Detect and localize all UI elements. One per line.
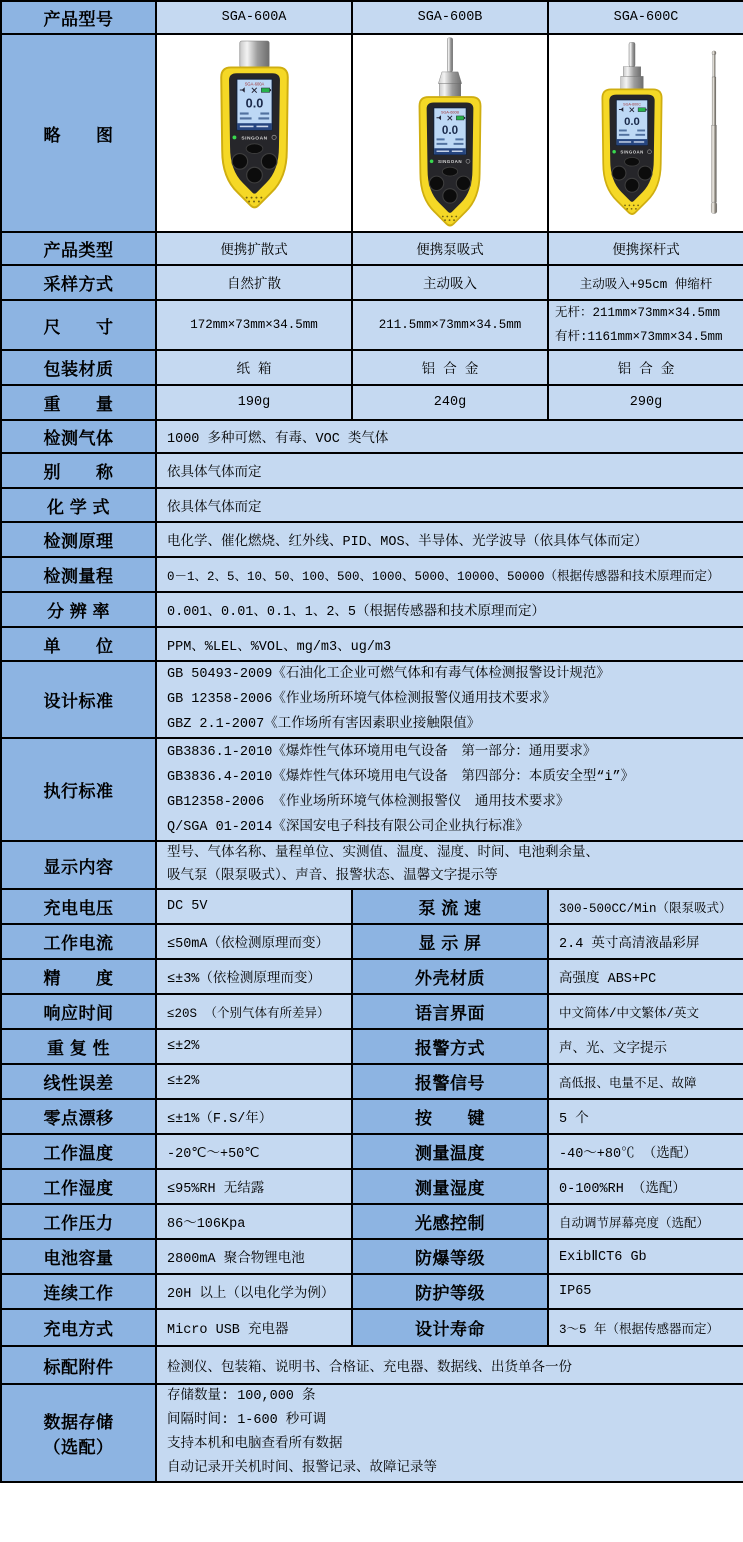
- data-storage-value: [156, 1384, 743, 1482]
- sampling-b: 主动吸入: [352, 265, 548, 300]
- exec-standard-line: GB12358-2006 《作业场所环境气体检测报警仪 通用技术要求》: [167, 794, 570, 810]
- working-current-label: 工作电流: [1, 924, 156, 959]
- zero-drift-value: ≤±1%（F.S/年）: [156, 1099, 352, 1134]
- measure-temperature-label: 测量温度: [352, 1134, 548, 1169]
- resolution-label: 分 辨 率: [1, 592, 156, 627]
- display-content-label: 显示内容: [1, 841, 156, 889]
- product-type-c: 便携探杆式: [548, 232, 743, 265]
- product-photo-sga-600a: [186, 37, 323, 229]
- exec-standard-line: Q/SGA 01-2014《深国安电子科技有限公司企业执行标准》: [167, 819, 529, 835]
- led-indicator: [232, 135, 236, 139]
- chemical-formula-label: 化 学 式: [1, 488, 156, 522]
- charging-voltage-value: DC 5V: [156, 889, 352, 924]
- weight-a: 190g: [156, 385, 352, 420]
- brand-text: SINGOAN: [437, 159, 463, 165]
- detection-principle-value: 电化学、催化燃烧、红外线、PID、MOS、半导体、光学波导（依具体气体而定）: [156, 522, 743, 557]
- pump-flow-value: 300-500CC/Min（限泵吸式）: [548, 889, 743, 924]
- row-battery-capacity: [1, 1239, 743, 1274]
- data-storage-label-line1: 数据存储: [43, 1413, 114, 1432]
- menu-button: [442, 167, 457, 176]
- sketch-label: 略 图: [1, 34, 156, 232]
- working-temperature-label: 工作温度: [1, 1134, 156, 1169]
- display-screen-value: 2.4 英寸高清液晶彩屏: [548, 924, 743, 959]
- display-content-line: 吸气泵（限泵吸式）、声音、报警状态、温馨文字提示等: [167, 869, 498, 884]
- row-product-type: [1, 232, 743, 265]
- enter-button: [246, 167, 262, 183]
- left-button: [231, 154, 247, 170]
- explosion-proof-label: 防爆等级: [352, 1239, 548, 1274]
- design-standard-line: GB 12358-2006《作业场所环境气体检测报警仪通用技术要求》: [167, 692, 556, 707]
- design-standard-line: GBZ 2.1-2007《工作场所有害因素职业接触限值》: [167, 717, 481, 732]
- model-c: SGA-600C: [548, 1, 743, 34]
- sensor-cap: [621, 76, 644, 89]
- row-accuracy: [1, 959, 743, 994]
- data-storage-line: 存储数量: 100,000 条: [167, 1389, 316, 1404]
- dimensions-c-no-rod: 无杆：211mm×73mm×34.5mm: [555, 306, 721, 320]
- menu-button: [246, 144, 263, 154]
- working-humidity-value: ≤95%RH 无结露: [156, 1169, 352, 1204]
- shell-material-label: 外壳材质: [352, 959, 548, 994]
- alarm-signal-value: 高低报、电量不足、故障: [548, 1064, 743, 1099]
- row-repeatability: [1, 1029, 743, 1064]
- design-standard-line: GB 50493-2009《石油化工企业可燃气体和有毒气体检测报警设计规范》: [167, 667, 610, 682]
- battery-icon-nub: [269, 89, 270, 91]
- battery-icon-nub: [464, 117, 465, 119]
- unit-value: PPM、%LEL、%VOL、mg/m3、ug/m3: [156, 627, 743, 661]
- model-a: SGA-600A: [156, 1, 352, 34]
- protection-level-label: 防护等级: [352, 1274, 548, 1309]
- detected-gas-label: 检测气体: [1, 420, 156, 453]
- dimensions-label: 尺 寸: [1, 300, 156, 350]
- detection-range-value: 0－1、2、5、10、50、100、500、1000、5000、10000、50000（根据传感器和技术原理而定）: [156, 557, 743, 592]
- battery-icon: [261, 88, 269, 92]
- row-accessories: [1, 1346, 743, 1384]
- working-humidity-label: 工作湿度: [1, 1169, 156, 1204]
- explosion-proof-value: ExibⅡCT6 Gb: [548, 1239, 743, 1274]
- status-bar-text: [239, 126, 253, 128]
- right-button: [456, 176, 470, 190]
- display-screen-label: 显 示 屏: [352, 924, 548, 959]
- alias-value: 依具体气体而定: [156, 453, 743, 488]
- packaging-c: 铝 合 金: [548, 350, 743, 385]
- battery-icon: [456, 116, 464, 120]
- header-label: 产品型号: [1, 1, 156, 34]
- screen-model-text: SGA-600A: [244, 81, 264, 87]
- row-data-storage: [1, 1384, 743, 1482]
- screen-reading: 0.0: [441, 123, 459, 137]
- unit-label: 单 位: [1, 627, 156, 661]
- dimensions-a: 172mm×73mm×34.5mm: [156, 300, 352, 350]
- charging-method-value: Micro USB 充电器: [156, 1309, 352, 1346]
- working-temperature-value: -20℃～+50℃: [156, 1134, 352, 1169]
- weight-label: 重 量: [1, 385, 156, 420]
- charging-method-label: 充电方式: [1, 1309, 156, 1346]
- buttons-value: 5 个: [548, 1099, 743, 1134]
- brand-text: SINGOAN: [240, 136, 268, 142]
- detected-gas-value: 1000 多种可燃、有毒、VOC 类气体: [156, 420, 743, 453]
- row-unit: [1, 627, 743, 661]
- row-working-humidity: [1, 1169, 743, 1204]
- response-time-label: 响应时间: [1, 994, 156, 1029]
- detection-range-label: 检测量程: [1, 557, 156, 592]
- left-button: [612, 166, 626, 180]
- product-photo-sga-600b: [387, 36, 513, 230]
- response-time-value: ≤20S （个别气体有所差异）: [156, 994, 352, 1029]
- enter-button: [443, 189, 457, 203]
- photo-cell-c: [548, 34, 743, 232]
- row-dimensions: [1, 300, 743, 350]
- telescopic-rod: [707, 44, 721, 222]
- language-label: 语言界面: [352, 994, 548, 1029]
- row-sketch: [1, 34, 743, 232]
- photo-cell-a: [156, 34, 352, 232]
- protection-level-value: IP65: [548, 1274, 743, 1309]
- data-storage-label: [1, 1384, 156, 1482]
- zero-drift-label: 零点漂移: [1, 1099, 156, 1134]
- data-storage-label-line2: （选配）: [43, 1438, 114, 1457]
- packaging-label: 包装材质: [1, 350, 156, 385]
- row-working-pressure: [1, 1204, 743, 1239]
- row-working-temperature: [1, 1134, 743, 1169]
- row-linearity-error: [1, 1064, 743, 1099]
- linearity-error-label: 线性误差: [1, 1064, 156, 1099]
- design-standard-label: 设计标准: [1, 661, 156, 738]
- probe-cone: [438, 72, 461, 84]
- product-type-b: 便携泵吸式: [352, 232, 548, 265]
- packaging-a: 纸 箱: [156, 350, 352, 385]
- weight-c: 290g: [548, 385, 743, 420]
- row-weight: [1, 385, 743, 420]
- row-chemical-formula: [1, 488, 743, 522]
- row-exec-standard: [1, 738, 743, 841]
- dimensions-c: [548, 300, 743, 350]
- battery-icon-nub: [646, 109, 647, 111]
- sampling-a: 自然扩散: [156, 265, 352, 300]
- accuracy-label: 精 度: [1, 959, 156, 994]
- status-bar-time: [256, 126, 268, 128]
- exec-standard-label: 执行标准: [1, 738, 156, 841]
- product-type-label: 产品类型: [1, 232, 156, 265]
- product-type-a: 便携扩散式: [156, 232, 352, 265]
- working-pressure-label: 工作压力: [1, 1204, 156, 1239]
- weight-b: 240g: [352, 385, 548, 420]
- sensor-stem: [629, 42, 635, 66]
- sampling-c: 主动吸入+95cm 伸缩杆: [548, 265, 743, 300]
- row-detection-range: [1, 557, 743, 592]
- status-bar-text: [437, 151, 450, 152]
- alarm-signal-label: 报警信号: [352, 1064, 548, 1099]
- sensor-cap-upper: [623, 67, 640, 77]
- light-control-label: 光感控制: [352, 1204, 548, 1239]
- pump-probe: [447, 38, 452, 72]
- row-resolution: [1, 592, 743, 627]
- accessories-value: 检测仪、包装箱、说明书、合格证、充电器、数据线、出货单各一份: [156, 1346, 743, 1384]
- accuracy-value: ≤±3%（依检测原理而变）: [156, 959, 352, 994]
- resolution-value: 0.001、0.01、0.1、1、2、5（根据传感器和技术原理而定）: [156, 592, 743, 627]
- row-response-time: [1, 994, 743, 1029]
- measure-temperature-value: -40～+80℃ （选配）: [548, 1134, 743, 1169]
- working-pressure-value: 86～106Kpa: [156, 1204, 352, 1239]
- row-display-content: [1, 841, 743, 889]
- exec-standard-line: GB3836.1-2010《爆炸性气体环境用电气设备 第一部分：通用要求》: [167, 744, 597, 760]
- pump-flow-label: 泵 流 速: [352, 889, 548, 924]
- alarm-mode-label: 报警方式: [352, 1029, 548, 1064]
- led-indicator: [430, 159, 434, 163]
- packaging-b: 铝 合 金: [352, 350, 548, 385]
- alias-label: 别 称: [1, 453, 156, 488]
- product-photo-sga-600c: [571, 40, 693, 226]
- menu-button: [625, 157, 640, 166]
- right-button: [261, 154, 277, 170]
- detection-principle-label: 检测原理: [1, 522, 156, 557]
- enter-button: [625, 178, 639, 192]
- dimensions-c-with-rod: 有杆:1161mm×73mm×34.5mm: [555, 330, 723, 344]
- row-charging-voltage: [1, 889, 743, 924]
- linearity-error-value: ≤±2%: [156, 1064, 352, 1099]
- display-content-line: 型号、气体名称、量程单位、实测值、温度、湿度、时间、电池剩余量、: [167, 846, 599, 861]
- design-life-label: 设计寿命: [352, 1309, 548, 1346]
- battery-capacity-label: 电池容量: [1, 1239, 156, 1274]
- data-storage-line: 支持本机和电脑查看所有数据: [167, 1437, 343, 1452]
- working-current-value: ≤50mA（依检测原理而变）: [156, 924, 352, 959]
- row-product-model: [1, 1, 743, 34]
- sensor-cap: [439, 84, 461, 97]
- row-design-standard: [1, 661, 743, 738]
- status-bar-text: [619, 141, 631, 142]
- row-sampling-method: [1, 265, 743, 300]
- row-detected-gas: [1, 420, 743, 453]
- model-b: SGA-600B: [352, 1, 548, 34]
- row-detection-principle: [1, 522, 743, 557]
- row-working-current: [1, 924, 743, 959]
- row-continuous-work: [1, 1274, 743, 1309]
- battery-capacity-value: 2800mA 聚合物锂电池: [156, 1239, 352, 1274]
- brand-text: SINGOAN: [620, 149, 644, 155]
- alarm-mode-value: 声、光、文字提示: [548, 1029, 743, 1064]
- buttons-label: 按 键: [352, 1099, 548, 1134]
- charging-voltage-label: 充电电压: [1, 889, 156, 924]
- sampling-label: 采样方式: [1, 265, 156, 300]
- chemical-formula-value: 依具体气体而定: [156, 488, 743, 522]
- row-alias: [1, 453, 743, 488]
- measure-humidity-value: 0-100%RH （选配）: [548, 1169, 743, 1204]
- exec-standard-line: GB3836.4-2010《爆炸性气体环境用电气设备 第四部分：本质安全型“i”》: [167, 769, 635, 785]
- shell-material-value: 高强度 ABS+PC: [548, 959, 743, 994]
- design-standard-value: [156, 661, 743, 738]
- battery-icon: [638, 108, 645, 112]
- status-bar-time: [634, 141, 644, 142]
- screen-model-text: SGA-600B: [440, 110, 460, 115]
- repeatability-value: ≤±2%: [156, 1029, 352, 1064]
- measure-humidity-label: 测量湿度: [352, 1169, 548, 1204]
- row-zero-drift: [1, 1099, 743, 1134]
- language-value: 中文简体/中文繁体/英文: [548, 994, 743, 1029]
- status-bar-time: [452, 151, 463, 152]
- led-indicator: [612, 150, 615, 153]
- data-storage-line: 间隔时间: 1-600 秒可调: [167, 1413, 327, 1428]
- display-content-value: [156, 841, 743, 889]
- screen-reading: 0.0: [624, 116, 640, 129]
- repeatability-label: 重 复 性: [1, 1029, 156, 1064]
- sensor-cap: [239, 41, 268, 67]
- continuous-work-label: 连续工作: [1, 1274, 156, 1309]
- row-packaging-material: [1, 350, 743, 385]
- data-storage-line: 自动记录开关机时间、报警记录、故障记录等: [167, 1461, 437, 1476]
- accessories-label: 标配附件: [1, 1346, 156, 1384]
- design-life-value: 3～5 年（根据传感器而定）: [548, 1309, 743, 1346]
- dimensions-b: 211.5mm×73mm×34.5mm: [352, 300, 548, 350]
- continuous-work-value: 20H 以上（以电化学为例）: [156, 1274, 352, 1309]
- left-button: [429, 176, 443, 190]
- screen-model-text: SGA-600C: [623, 102, 641, 107]
- right-button: [638, 166, 652, 180]
- row-charging-method: [1, 1309, 743, 1346]
- light-control-value: 自动调节屏幕亮度（选配）: [548, 1204, 743, 1239]
- photo-cell-b: [352, 34, 548, 232]
- exec-standard-value: [156, 738, 743, 841]
- screen-reading: 0.0: [245, 95, 263, 111]
